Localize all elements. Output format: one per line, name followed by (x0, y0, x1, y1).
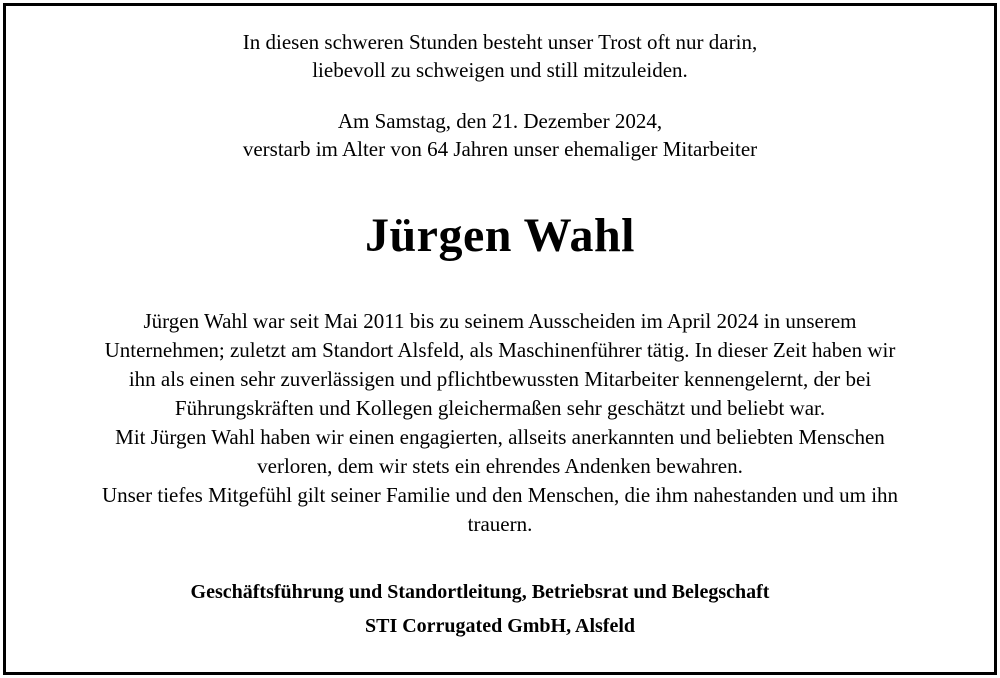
body-line: Unternehmen; zuletzt am Standort Alsfeld, als Maschinenführer tätig. In dieser Zeit haben wir (104, 338, 896, 362)
body-line: Jürgen Wahl war seit Mai 2011 bis zu seinem Ausscheiden im April 2024 in unserem (143, 309, 857, 333)
body-line: Mit Jürgen Wahl haben wir einen engagierten, allseits anerkannten und beliebten Menschen (115, 425, 885, 449)
motto-line: liebevoll zu schweigen und still mitzuleiden. (312, 58, 688, 82)
body-line: Führungskräften und Kollegen gleichermaßen sehr geschätzt und beliebt war. (174, 396, 826, 420)
motto-line: In diesen schweren Stunden besteht unser Trost oft nur darin, (242, 30, 758, 54)
intro-line: verstarb im Alter von 64 Jahren unser ehemaliger Mitarbeiter (242, 137, 758, 161)
body-line: verloren, dem wir stets ein ehrendes Andenken bewahren. (257, 454, 743, 478)
intro-line: Am Samstag, den 21. Dezember 2024, (337, 109, 663, 133)
signature-line: Geschäftsführung und Standortleitung, Betriebsrat und Belegschaft (190, 581, 770, 603)
signature-company: STI Corrugated GmbH, Alsfeld (364, 615, 636, 637)
body-line: Unser tiefes Mitgefühl gilt seiner Familie und den Menschen, die ihm nahestanden und um ihn (101, 483, 899, 507)
body-line: ihn als einen sehr zuverlässigen und pflichtbewussten Mitarbeiter kennengelernt, der bei (128, 367, 872, 391)
body-line: trauern. (467, 512, 533, 536)
deceased-name: Jürgen Wahl (364, 209, 635, 262)
